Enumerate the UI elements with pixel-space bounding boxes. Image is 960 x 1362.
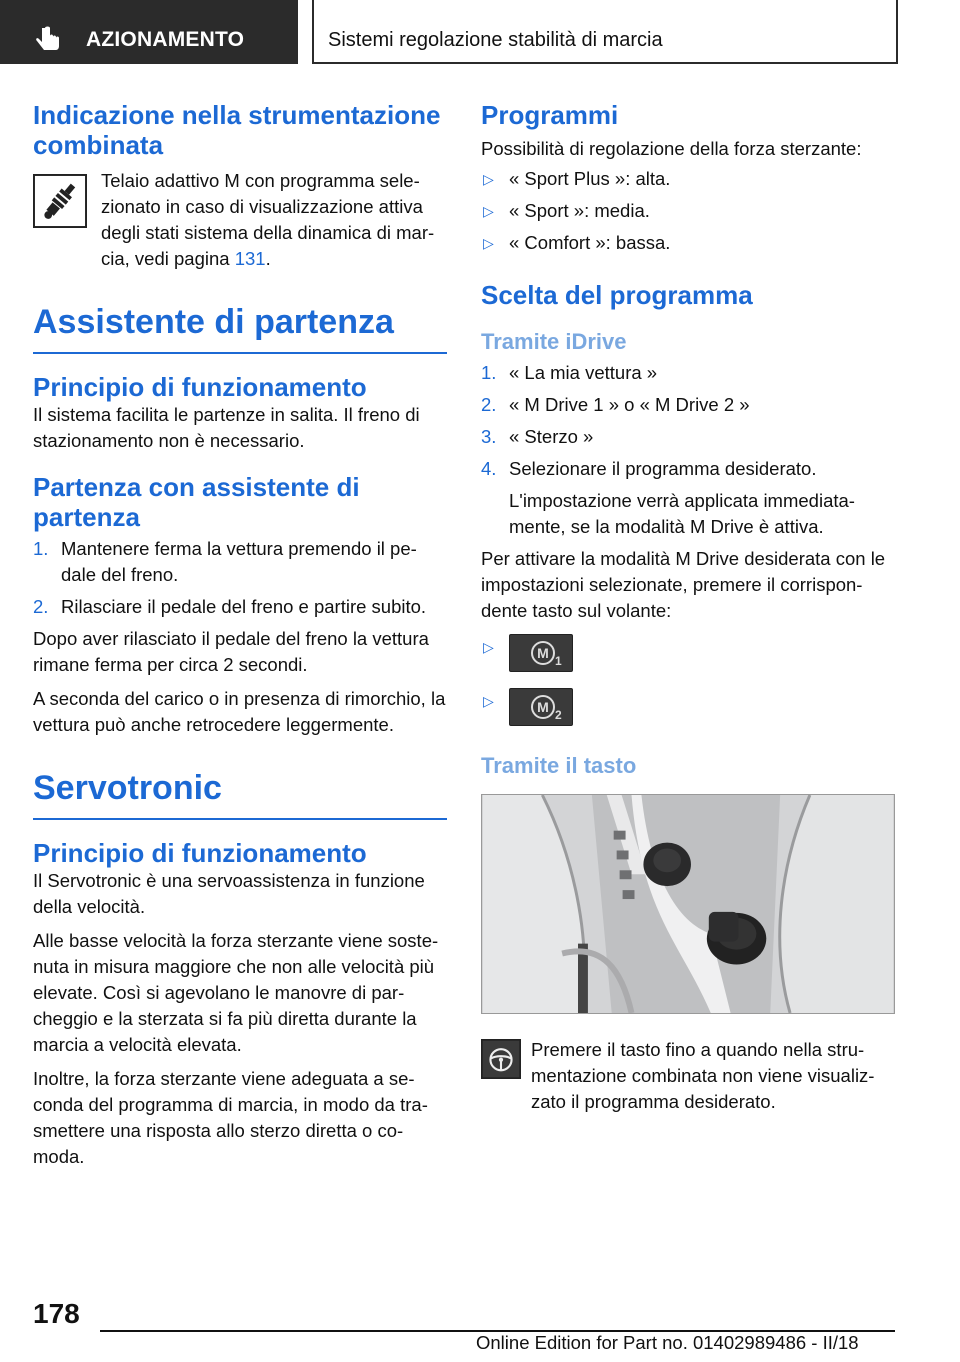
servo-principle-heading: Principio di funzionamento bbox=[33, 838, 367, 868]
triangle-bullet-icon: ▷ bbox=[483, 235, 494, 251]
assist-paragraph-1: Dopo aver rilasciato il pedale del freno la vettura rimane ferma per circa 2 secondi. bbox=[33, 628, 429, 675]
section-tab bbox=[0, 0, 298, 64]
right-column bbox=[481, 100, 895, 1115]
choice-heading: Scelta del programma bbox=[481, 280, 753, 310]
list-item: 1. « La mia vettura » bbox=[481, 362, 658, 383]
servo-paragraph-2: Alle basse velocità la forza sterzante viene soste-nuta in misura maggiore che non alle velocità più elevate. Così si agevolano le manovre di par-cheggio e la sterzata si fa più diretta durante la marcia a velocità elevata. bbox=[33, 930, 439, 1055]
triangle-bullet-icon: ▷ bbox=[483, 171, 494, 187]
left-column bbox=[33, 100, 447, 1170]
assist-paragraph-2: A seconda del carico o in presenza di rimorchio, la vettura può anche retrocedere leggermente. bbox=[33, 688, 446, 735]
steering-wheel-icon bbox=[481, 1039, 521, 1079]
assist-principle-text: Il sistema facilita le partenze in salita. Il freno di stazionamento non è necessario. bbox=[33, 404, 420, 451]
servo-heading: Servotronic bbox=[33, 768, 447, 820]
list-item: 3. « Sterzo » bbox=[481, 426, 594, 447]
section-label: AZIONAMENTO bbox=[86, 28, 245, 51]
triangle-bullet-icon: ▷ bbox=[483, 693, 494, 709]
cluster-info-block bbox=[33, 168, 447, 272]
button-info-block bbox=[481, 1037, 895, 1115]
programs-heading: Programmi bbox=[481, 100, 619, 130]
page-number: 178 bbox=[33, 1298, 80, 1329]
idrive-heading: Tramite iDrive bbox=[481, 329, 627, 354]
servo-paragraph-3: Inoltre, la forza sterzante viene adeguata a se-conda del programma di marcia, in modo da tra-smettere una risposta allo sterzo diretta o co-moda. bbox=[33, 1068, 428, 1167]
page-link[interactable]: 131 bbox=[234, 248, 266, 269]
list-item: ▷ « Comfort »: bassa. bbox=[481, 230, 895, 256]
assist-steps-list bbox=[33, 536, 447, 620]
page-header bbox=[0, 0, 960, 66]
assist-heading: Assistente di partenza bbox=[33, 302, 447, 354]
hand-pointer-icon bbox=[36, 26, 62, 54]
list-item: 4. Selezionare il programma desiderato. L'impostazione verrà applicata immediata-mente, se la modalità M Drive è attiva. bbox=[481, 458, 855, 537]
triangle-bullet-icon: ▷ bbox=[483, 203, 494, 219]
button-heading: Tramite il tasto bbox=[481, 753, 637, 778]
page-footer bbox=[0, 1290, 960, 1362]
assist-principle-heading: Principio di funzionamento bbox=[33, 372, 367, 402]
list-item: 1. Mantenere ferma la vettura premendo il pe-dale del freno. bbox=[33, 538, 417, 585]
m2-button-icon: M 2 bbox=[509, 688, 573, 726]
chapter-box bbox=[312, 0, 898, 64]
list-item: 2. Rilasciare il pedale del freno e partire subito. bbox=[33, 596, 427, 617]
list-item: ▷ « Sport Plus »: alta. bbox=[481, 166, 895, 192]
list-item bbox=[481, 688, 895, 728]
cluster-text: Telaio adattivo M con programma sele-zionato in caso di visualizzazione attiva degli stati sistema della dinamica di mar-cia, vedi pagina 131. bbox=[101, 170, 435, 269]
shock-absorber-icon bbox=[33, 174, 87, 228]
list-item: 2. « M Drive 1 » o « M Drive 2 » bbox=[481, 394, 750, 415]
servo-paragraph-1: Il Servotronic è una servoassistenza in funzione della velocità. bbox=[33, 870, 425, 917]
center-console-photo bbox=[481, 794, 895, 1014]
edition-label: Online Edition for Part no. 01402989486 - II/18 bbox=[476, 1332, 859, 1353]
button-text: Premere il tasto fino a quando nella stru-mentazione combinata non viene visualiz-zato il programma desiderato. bbox=[531, 1039, 875, 1112]
m1-button-icon: M 1 bbox=[509, 634, 573, 672]
chapter-title: Sistemi regolazione stabilità di marcia bbox=[328, 29, 663, 51]
idrive-steps-list bbox=[481, 360, 895, 540]
cluster-heading: Indicazione nella strumentazione combinata bbox=[33, 100, 441, 160]
list-item bbox=[481, 634, 895, 674]
assist-start-heading: Partenza con assistente di partenza bbox=[33, 472, 360, 532]
programs-intro: Possibilità di regolazione della forza sterzante: bbox=[481, 138, 862, 159]
triangle-bullet-icon: ▷ bbox=[483, 639, 494, 655]
list-item: ▷ « Sport »: media. bbox=[481, 198, 895, 224]
mdrive-text: Per attivare la modalità M Drive desiderata con le impostazioni selezionate, premere il corrispon-dente tasto sul volante: bbox=[481, 548, 886, 621]
programs-list bbox=[481, 166, 895, 256]
mdrive-buttons-list bbox=[481, 634, 895, 728]
